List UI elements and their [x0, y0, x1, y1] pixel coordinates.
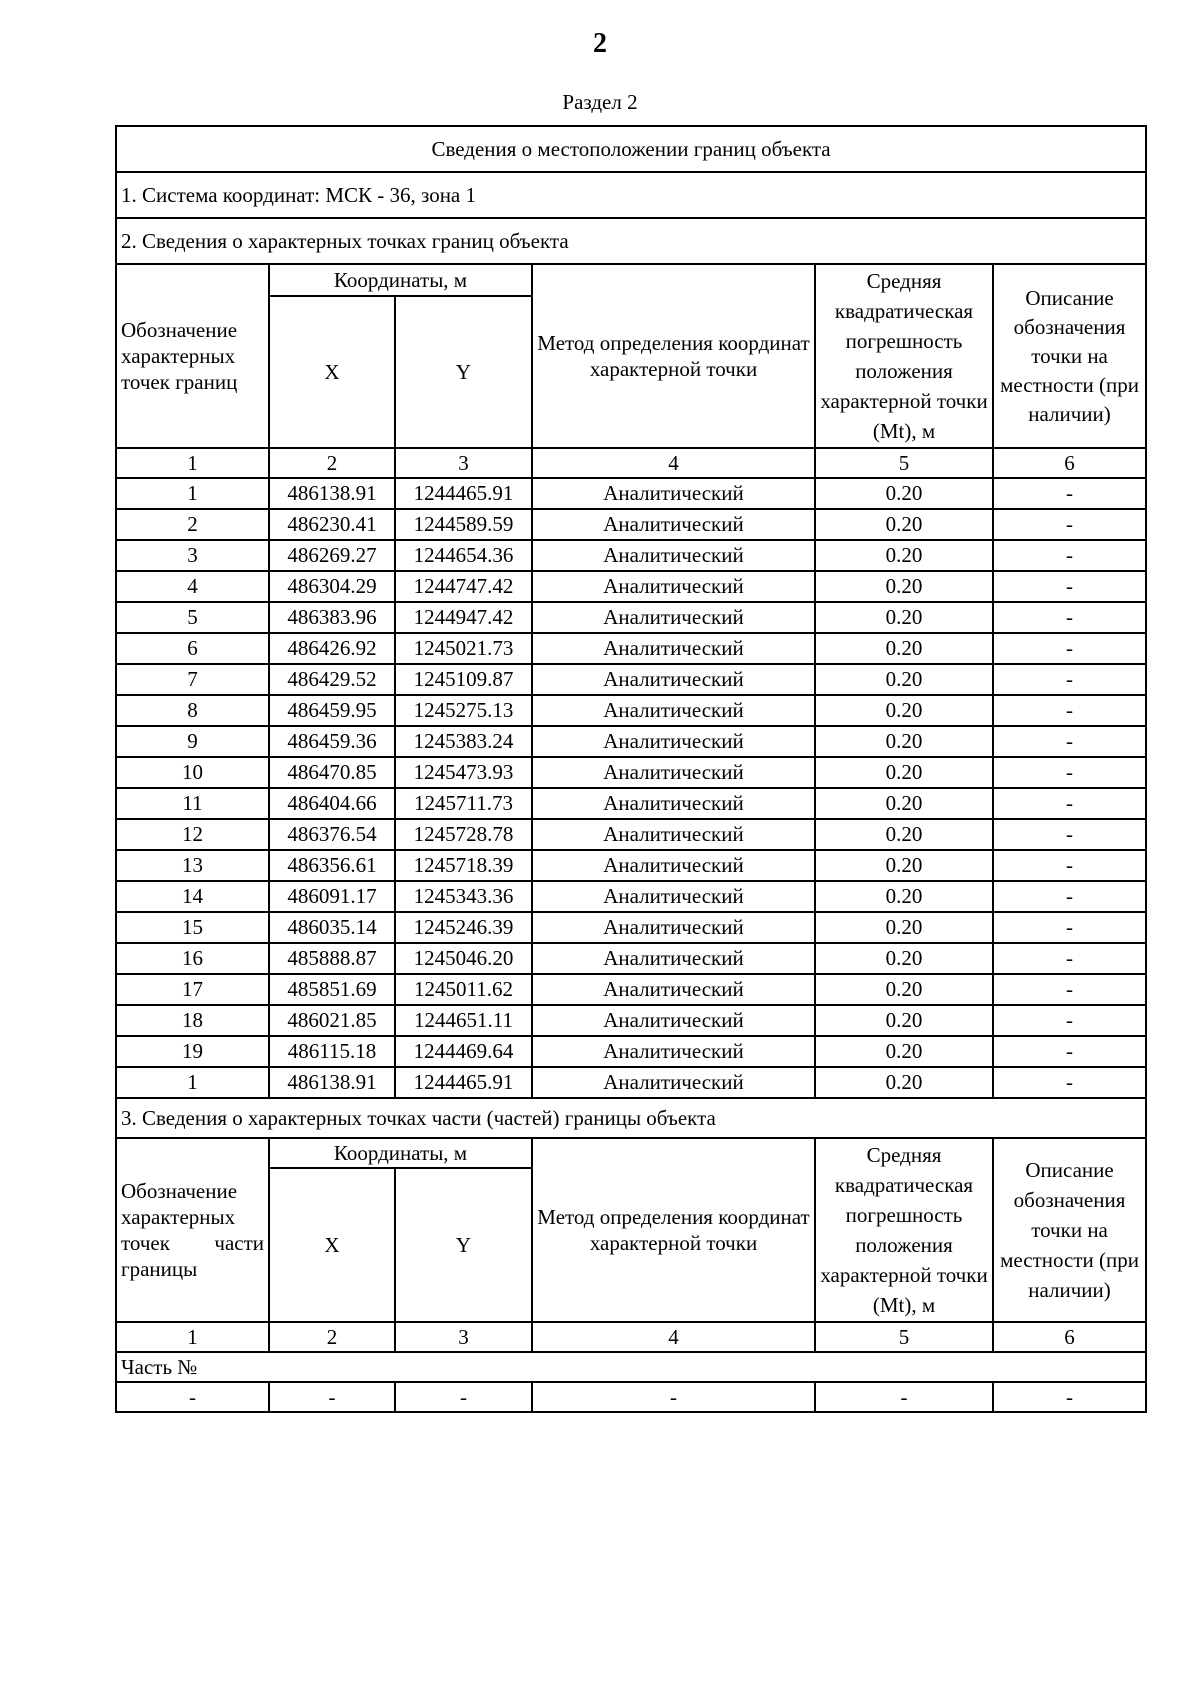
description-cell: - [993, 695, 1146, 726]
description-cell: - [993, 1067, 1146, 1098]
table-row [116, 943, 1146, 974]
parts-header-description: Описание обозначения точки на местности (при наличии) [993, 1138, 1146, 1322]
table-row [116, 664, 1146, 695]
error-cell: 0.20 [815, 478, 993, 509]
error-cell: 0.20 [815, 819, 993, 850]
description-cell: - [993, 664, 1146, 695]
method-cell: Аналитический [532, 881, 815, 912]
method-cell: Аналитический [532, 974, 815, 1005]
y-coordinate: 1244747.42 [395, 571, 532, 602]
parts-column-number-5: 5 [815, 1322, 993, 1352]
point-number: 18 [116, 1005, 269, 1036]
error-cell: 0.20 [815, 974, 993, 1005]
column-number-2: 2 [269, 448, 395, 478]
part-cell: - [269, 1382, 395, 1412]
error-cell: 0.20 [815, 1067, 993, 1098]
point-number: 4 [116, 571, 269, 602]
description-cell: - [993, 602, 1146, 633]
table-row [116, 881, 1146, 912]
x-coordinate: 486429.52 [269, 664, 395, 695]
header-y: Y [395, 296, 532, 448]
description-cell: - [993, 788, 1146, 819]
part-row [116, 1382, 1146, 1412]
description-cell: - [993, 1036, 1146, 1067]
method-cell: Аналитический [532, 664, 815, 695]
parts-column-number-2: 2 [269, 1322, 395, 1352]
description-cell: - [993, 726, 1146, 757]
column-number-5: 5 [815, 448, 993, 478]
header-designation: Обозначение характерных точек границ [116, 264, 269, 448]
point-number: 16 [116, 943, 269, 974]
error-cell: 0.20 [815, 788, 993, 819]
point-number: 7 [116, 664, 269, 695]
table-row [116, 974, 1146, 1005]
table-row [116, 1036, 1146, 1067]
part-cell: - [116, 1382, 269, 1412]
boundary-table [115, 125, 1147, 1413]
x-coordinate: 486376.54 [269, 819, 395, 850]
description-cell: - [993, 819, 1146, 850]
error-cell: 0.20 [815, 695, 993, 726]
error-cell: 0.20 [815, 726, 993, 757]
column-numbers-row [116, 448, 1146, 478]
description-cell: - [993, 912, 1146, 943]
header-method: Метод определения координат характерной точки [532, 264, 815, 448]
point-number: 9 [116, 726, 269, 757]
y-coordinate: 1245711.73 [395, 788, 532, 819]
table-row [116, 757, 1146, 788]
x-coordinate: 485888.87 [269, 943, 395, 974]
parts-column-numbers-row [116, 1322, 1146, 1352]
y-coordinate: 1245718.39 [395, 850, 532, 881]
description-cell: - [993, 757, 1146, 788]
description-cell: - [993, 943, 1146, 974]
x-coordinate: 486404.66 [269, 788, 395, 819]
y-coordinate: 1244654.36 [395, 540, 532, 571]
error-cell: 0.20 [815, 1036, 993, 1067]
parts-column-number-6: 6 [993, 1322, 1146, 1352]
x-coordinate: 486356.61 [269, 850, 395, 881]
y-coordinate: 1244589.59 [395, 509, 532, 540]
part-cell: - [532, 1382, 815, 1412]
y-coordinate: 1244469.64 [395, 1036, 532, 1067]
parts-column-number-1: 1 [116, 1322, 269, 1352]
table-row [116, 540, 1146, 571]
method-cell: Аналитический [532, 633, 815, 664]
y-coordinate: 1244651.11 [395, 1005, 532, 1036]
x-coordinate: 486459.36 [269, 726, 395, 757]
error-cell: 0.20 [815, 571, 993, 602]
method-cell: Аналитический [532, 788, 815, 819]
point-number: 1 [116, 1067, 269, 1098]
point-number: 1 [116, 478, 269, 509]
x-coordinate: 486426.92 [269, 633, 395, 664]
method-cell: Аналитический [532, 757, 815, 788]
table-row [116, 788, 1146, 819]
point-number: 10 [116, 757, 269, 788]
error-cell: 0.20 [815, 757, 993, 788]
y-coordinate: 1245473.93 [395, 757, 532, 788]
y-coordinate: 1244465.91 [395, 478, 532, 509]
part-cell: - [993, 1382, 1146, 1412]
method-cell: Аналитический [532, 850, 815, 881]
error-cell: 0.20 [815, 943, 993, 974]
y-coordinate: 1245246.39 [395, 912, 532, 943]
parts-column-number-3: 3 [395, 1322, 532, 1352]
error-cell: 0.20 [815, 850, 993, 881]
parts-column-number-4: 4 [532, 1322, 815, 1352]
error-cell: 0.20 [815, 633, 993, 664]
header-x: X [269, 296, 395, 448]
description-cell: - [993, 974, 1146, 1005]
point-number: 8 [116, 695, 269, 726]
method-cell: Аналитический [532, 571, 815, 602]
header-coordinates: Координаты, м [269, 264, 532, 296]
error-cell: 0.20 [815, 509, 993, 540]
parts-header-y: Y [395, 1168, 532, 1322]
x-coordinate: 486383.96 [269, 602, 395, 633]
point-number: 12 [116, 819, 269, 850]
point-number: 19 [116, 1036, 269, 1067]
header-error: Средняя квадратическая погрешность положения характерной точки (Mt), м [815, 264, 993, 448]
point-number: 3 [116, 540, 269, 571]
description-cell: - [993, 509, 1146, 540]
method-cell: Аналитический [532, 1067, 815, 1098]
y-coordinate: 1245109.87 [395, 664, 532, 695]
part-cell: - [815, 1382, 993, 1412]
y-coordinate: 1245275.13 [395, 695, 532, 726]
method-cell: Аналитический [532, 695, 815, 726]
description-cell: - [993, 633, 1146, 664]
parts-header-error: Средняя квадратическая погрешность положения характерной точки (Mt), м [815, 1138, 993, 1322]
error-cell: 0.20 [815, 1005, 993, 1036]
description-cell: - [993, 850, 1146, 881]
table-row [116, 819, 1146, 850]
error-cell: 0.20 [815, 602, 993, 633]
y-coordinate: 1245046.20 [395, 943, 532, 974]
method-cell: Аналитический [532, 478, 815, 509]
description-cell: - [993, 540, 1146, 571]
method-cell: Аналитический [532, 819, 815, 850]
x-coordinate: 486470.85 [269, 757, 395, 788]
x-coordinate: 486091.17 [269, 881, 395, 912]
error-cell: 0.20 [815, 912, 993, 943]
point-number: 6 [116, 633, 269, 664]
table-row [116, 912, 1146, 943]
part-cell: - [395, 1382, 532, 1412]
page-number: 2 [593, 28, 607, 59]
point-number: 15 [116, 912, 269, 943]
section-label: Раздел 2 [562, 90, 638, 114]
y-coordinate: 1244947.42 [395, 602, 532, 633]
column-number-6: 6 [993, 448, 1146, 478]
x-coordinate: 485851.69 [269, 974, 395, 1005]
method-cell: Аналитический [532, 912, 815, 943]
description-cell: - [993, 571, 1146, 602]
coordinate-system: 1. Система координат: МСК - 36, зона 1 [116, 172, 1146, 218]
points-section-title: 2. Сведения о характерных точках границ объекта [116, 218, 1146, 264]
table-row [116, 633, 1146, 664]
column-number-1: 1 [116, 448, 269, 478]
part-label: Часть № [116, 1352, 1146, 1382]
table-row [116, 509, 1146, 540]
table-row [116, 726, 1146, 757]
x-coordinate: 486138.91 [269, 478, 395, 509]
table-row [116, 695, 1146, 726]
x-coordinate: 486459.95 [269, 695, 395, 726]
y-coordinate: 1245343.36 [395, 881, 532, 912]
point-number: 2 [116, 509, 269, 540]
method-cell: Аналитический [532, 943, 815, 974]
x-coordinate: 486115.18 [269, 1036, 395, 1067]
error-cell: 0.20 [815, 540, 993, 571]
header-description: Описание обозначения точки на местности (при наличии) [993, 264, 1146, 448]
method-cell: Аналитический [532, 509, 815, 540]
method-cell: Аналитический [532, 1005, 815, 1036]
column-number-4: 4 [532, 448, 815, 478]
parts-header-method: Метод определения координат характерной точки [532, 1138, 815, 1322]
table-row [116, 478, 1146, 509]
column-number-3: 3 [395, 448, 532, 478]
y-coordinate: 1245728.78 [395, 819, 532, 850]
y-coordinate: 1244465.91 [395, 1067, 532, 1098]
x-coordinate: 486230.41 [269, 509, 395, 540]
table-title: Сведения о местоположении границ объекта [116, 126, 1146, 172]
point-number: 17 [116, 974, 269, 1005]
y-coordinate: 1245021.73 [395, 633, 532, 664]
x-coordinate: 486269.27 [269, 540, 395, 571]
error-cell: 0.20 [815, 664, 993, 695]
table-row [116, 1005, 1146, 1036]
description-cell: - [993, 1005, 1146, 1036]
parts-header-coordinates: Координаты, м [269, 1138, 532, 1168]
x-coordinate: 486304.29 [269, 571, 395, 602]
y-coordinate: 1245011.62 [395, 974, 532, 1005]
x-coordinate: 486138.91 [269, 1067, 395, 1098]
method-cell: Аналитический [532, 726, 815, 757]
table-row [116, 1067, 1146, 1098]
table-row [116, 571, 1146, 602]
point-number: 13 [116, 850, 269, 881]
point-number: 14 [116, 881, 269, 912]
method-cell: Аналитический [532, 602, 815, 633]
x-coordinate: 486035.14 [269, 912, 395, 943]
table-row [116, 602, 1146, 633]
point-number: 5 [116, 602, 269, 633]
x-coordinate: 486021.85 [269, 1005, 395, 1036]
table-row [116, 850, 1146, 881]
y-coordinate: 1245383.24 [395, 726, 532, 757]
method-cell: Аналитический [532, 1036, 815, 1067]
parts-header-x: X [269, 1168, 395, 1322]
description-cell: - [993, 881, 1146, 912]
parts-section-title: 3. Сведения о характерных точках части (частей) границы объекта [116, 1098, 1146, 1138]
method-cell: Аналитический [532, 540, 815, 571]
description-cell: - [993, 478, 1146, 509]
error-cell: 0.20 [815, 881, 993, 912]
point-number: 11 [116, 788, 269, 819]
parts-header-designation: Обозначение характерных точек части границы [116, 1138, 269, 1322]
